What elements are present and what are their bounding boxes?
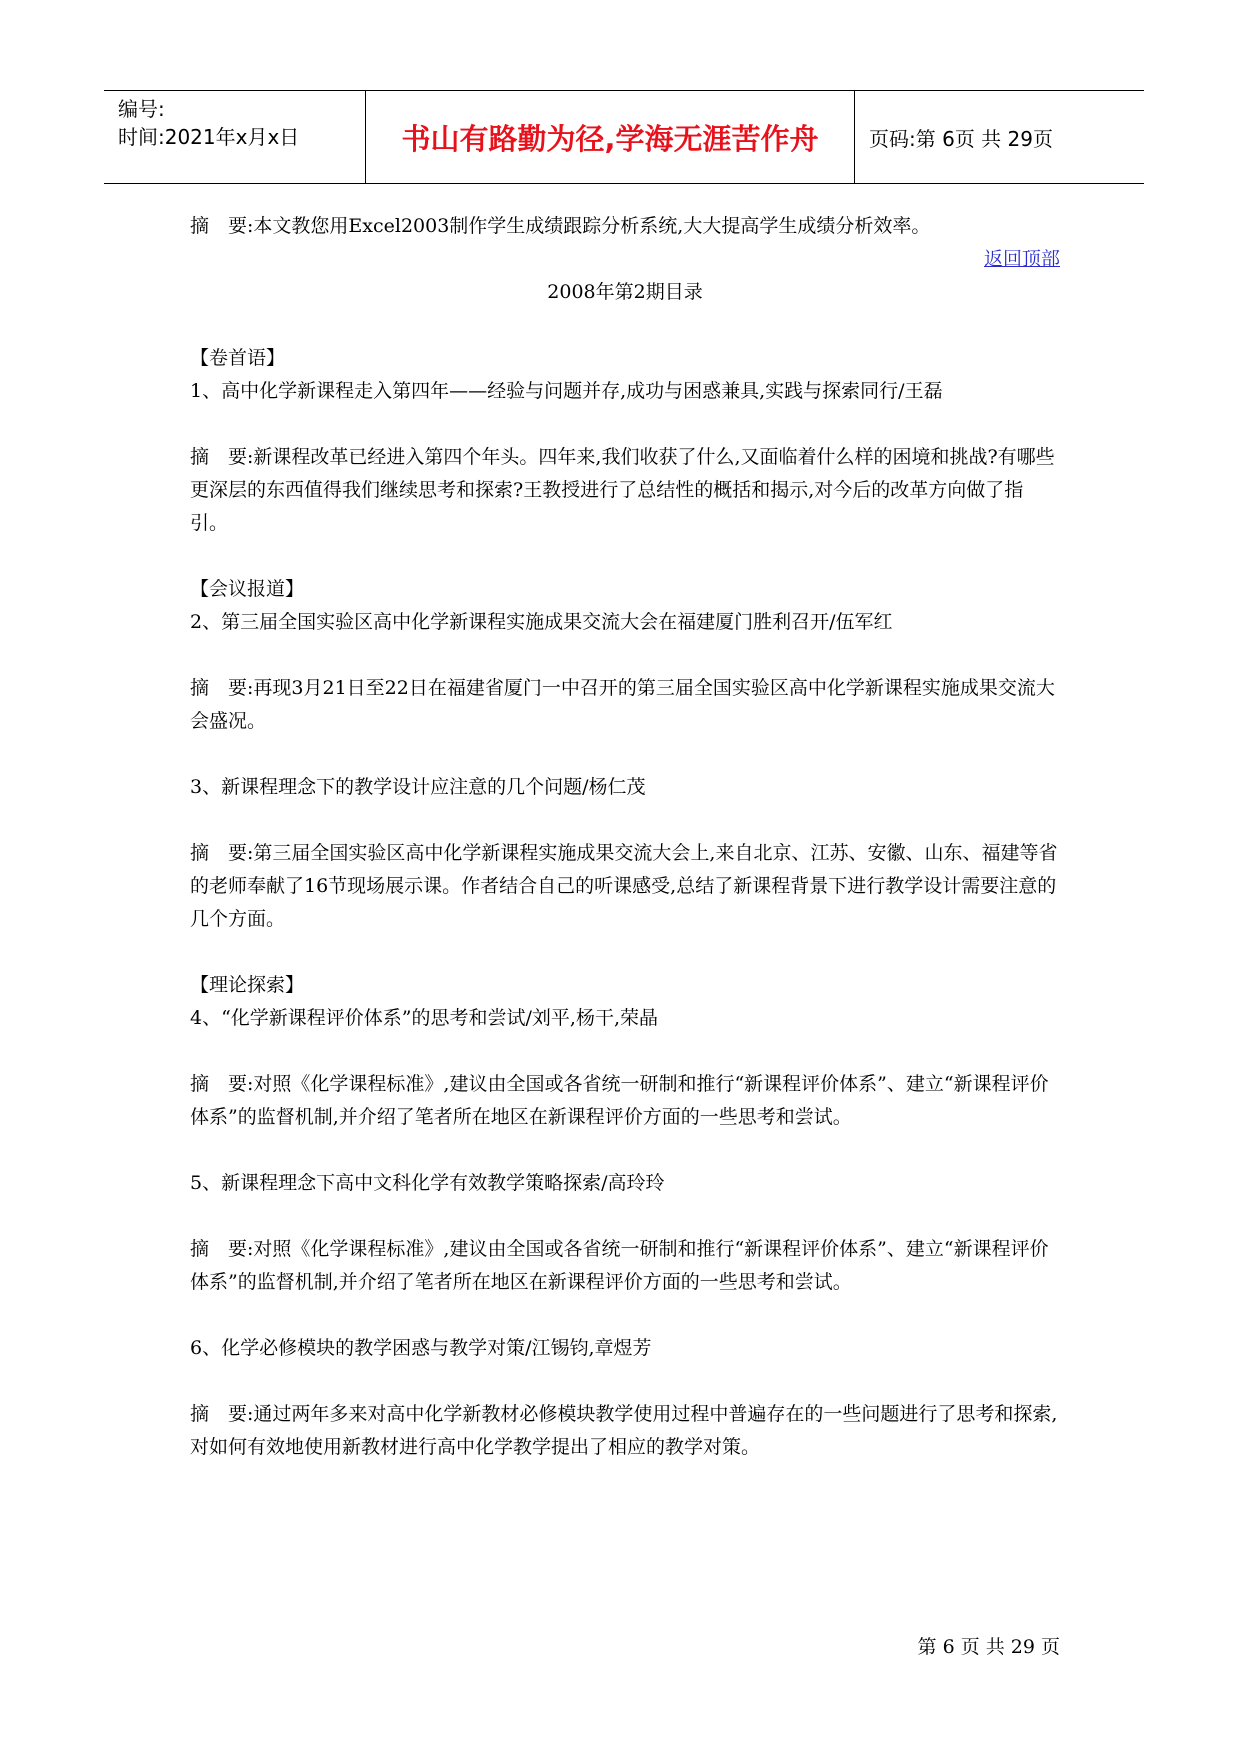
header-motto: 书山有路勤为径,学海无涯苦作舟: [366, 91, 855, 183]
toc-item-1: 1、高中化学新课程走入第四年——经验与问题并存,成功与困惑兼具,实践与探索同行/王磊: [190, 380, 943, 402]
abstract-2: 摘 要:再现3月21日至22日在福建省厦门一中召开的第三届全国实验区高中化学新课程实施成果交流大会盛况。: [190, 677, 1055, 732]
document-body: [190, 210, 1060, 1464]
section-heading-foreword: 【卷首语】: [190, 347, 286, 369]
header-page-number: 页码:第 6页 共 29页: [869, 126, 1053, 151]
abstract-6: 摘 要:通过两年多来对高中化学新教材必修模块教学使用过程中普遍存在的一些问题进行了思考和探索,对如何有效地使用新教材进行高中化学教学提出了相应的教学对策。: [190, 1403, 1058, 1458]
toc-item-2: 2、第三届全国实验区高中化学新课程实施成果交流大会在福建厦门胜利召开/伍军红: [190, 611, 893, 633]
toc-item-6: 6、化学必修模块的教学困惑与教学对策/江锡钧,章煜芳: [190, 1337, 652, 1359]
page-footer: 第 6 页 共 29 页: [917, 1636, 1060, 1658]
toc-item-5: 5、新课程理念下高中文科化学有效教学策略探索/高玲玲: [190, 1172, 665, 1194]
intro-abstract: 摘 要:本文教您用Excel2003制作学生成绩跟踪分析系统,大大提高学生成绩分析效率。: [190, 215, 931, 237]
back-to-top-link[interactable]: 返回顶部: [983, 248, 1060, 270]
abstract-3: 摘 要:第三届全国实验区高中化学新课程实施成果交流大会上,来自北京、江苏、安徽、山东、福建等省的老师奉献了16节现场展示课。作者结合自己的听课感受,总结了新课程背景下进行教学设计需要注意的几个方面。: [190, 842, 1058, 930]
abstract-4: 摘 要:对照《化学课程标准》,建议由全国或各省统一研制和推行“新课程评价体系”、建立“新课程评价体系”的监督机制,并介绍了笔者所在地区在新课程评价方面的一些思考和尝试。: [190, 1073, 1049, 1128]
toc-item-3: 3、新课程理念下的教学设计应注意的几个问题/杨仁茂: [190, 776, 646, 798]
issue-title: 2008年第2期目录: [547, 281, 703, 303]
page-header: [104, 90, 1144, 184]
header-meta: [104, 91, 366, 183]
section-heading-theory: 【理论探索】: [190, 974, 305, 996]
toc-item-4: 4、“化学新课程评价体系”的思考和尝试/刘平,杨干,荣晶: [190, 1007, 658, 1029]
abstract-1: 摘 要:新课程改革已经进入第四个年头。四年来,我们收获了什么,又面临着什么样的困境和挑战?有哪些更深层的东西值得我们继续思考和探索?王教授进行了总结性的概括和揭示,对今后的改革方向做了指引。: [190, 446, 1055, 534]
doc-time-label: 时间:2021年x月x日: [118, 125, 300, 149]
abstract-5: 摘 要:对照《化学课程标准》,建议由全国或各省统一研制和推行“新课程评价体系”、建立“新课程评价体系”的监督机制,并介绍了笔者所在地区在新课程评价方面的一些思考和尝试。: [190, 1238, 1049, 1293]
doc-number-label: 编号:: [118, 97, 165, 121]
section-heading-conference: 【会议报道】: [190, 578, 305, 600]
